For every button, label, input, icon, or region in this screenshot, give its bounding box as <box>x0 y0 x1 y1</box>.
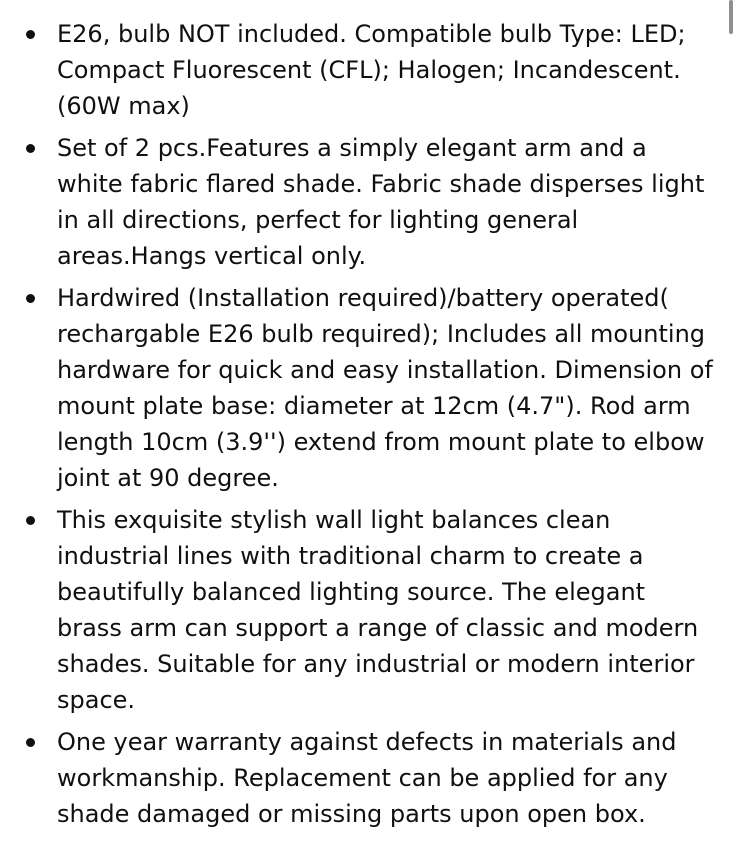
feature-text: Set of 2 pcs.Features a simply elegant arm and a white fabric flared shade. Fabric shade disperses light in all directions, perfect for lighting general areas.Hangs vertical only. <box>57 134 705 270</box>
bullet-dot-icon <box>26 294 35 303</box>
bullet-dot-icon <box>26 30 35 39</box>
bullet-dot-icon <box>26 738 35 747</box>
bullet-dot-icon <box>26 144 35 153</box>
feature-text: Hardwired (Installation required)/battery operated( rechargable E26 bulb required); Includes all mounting hardware for quick and easy installation. Dimension of mount plate base: diameter at 12cm (4.7"). Rod arm length 10cm (3.9'') extend from mount plate to elbow joint at 90 degree. <box>57 284 713 492</box>
feature-item-warranty <box>0 724 736 832</box>
feature-item-set <box>0 130 736 274</box>
feature-bullet-list <box>0 16 736 838</box>
feature-item-bulb <box>0 16 736 124</box>
scrollbar[interactable] <box>729 0 733 34</box>
feature-item-installation <box>0 280 736 496</box>
feature-text: This exquisite stylish wall light balances clean industrial lines with traditional charm to create a beautifully balanced lighting source. The elegant brass arm can support a range of classic and modern shades. Suitable for any industrial or modern interior space. <box>57 506 699 714</box>
feature-item-style <box>0 502 736 718</box>
feature-text: One year warranty against defects in materials and workmanship. Replacement can be applied for any shade damaged or missing parts upon open box. <box>57 728 677 828</box>
feature-text: E26, bulb NOT included. Compatible bulb Type: LED; Compact Fluorescent (CFL); Halogen; Incandescent. (60W max) <box>57 20 686 120</box>
bullet-dot-icon <box>26 516 35 525</box>
